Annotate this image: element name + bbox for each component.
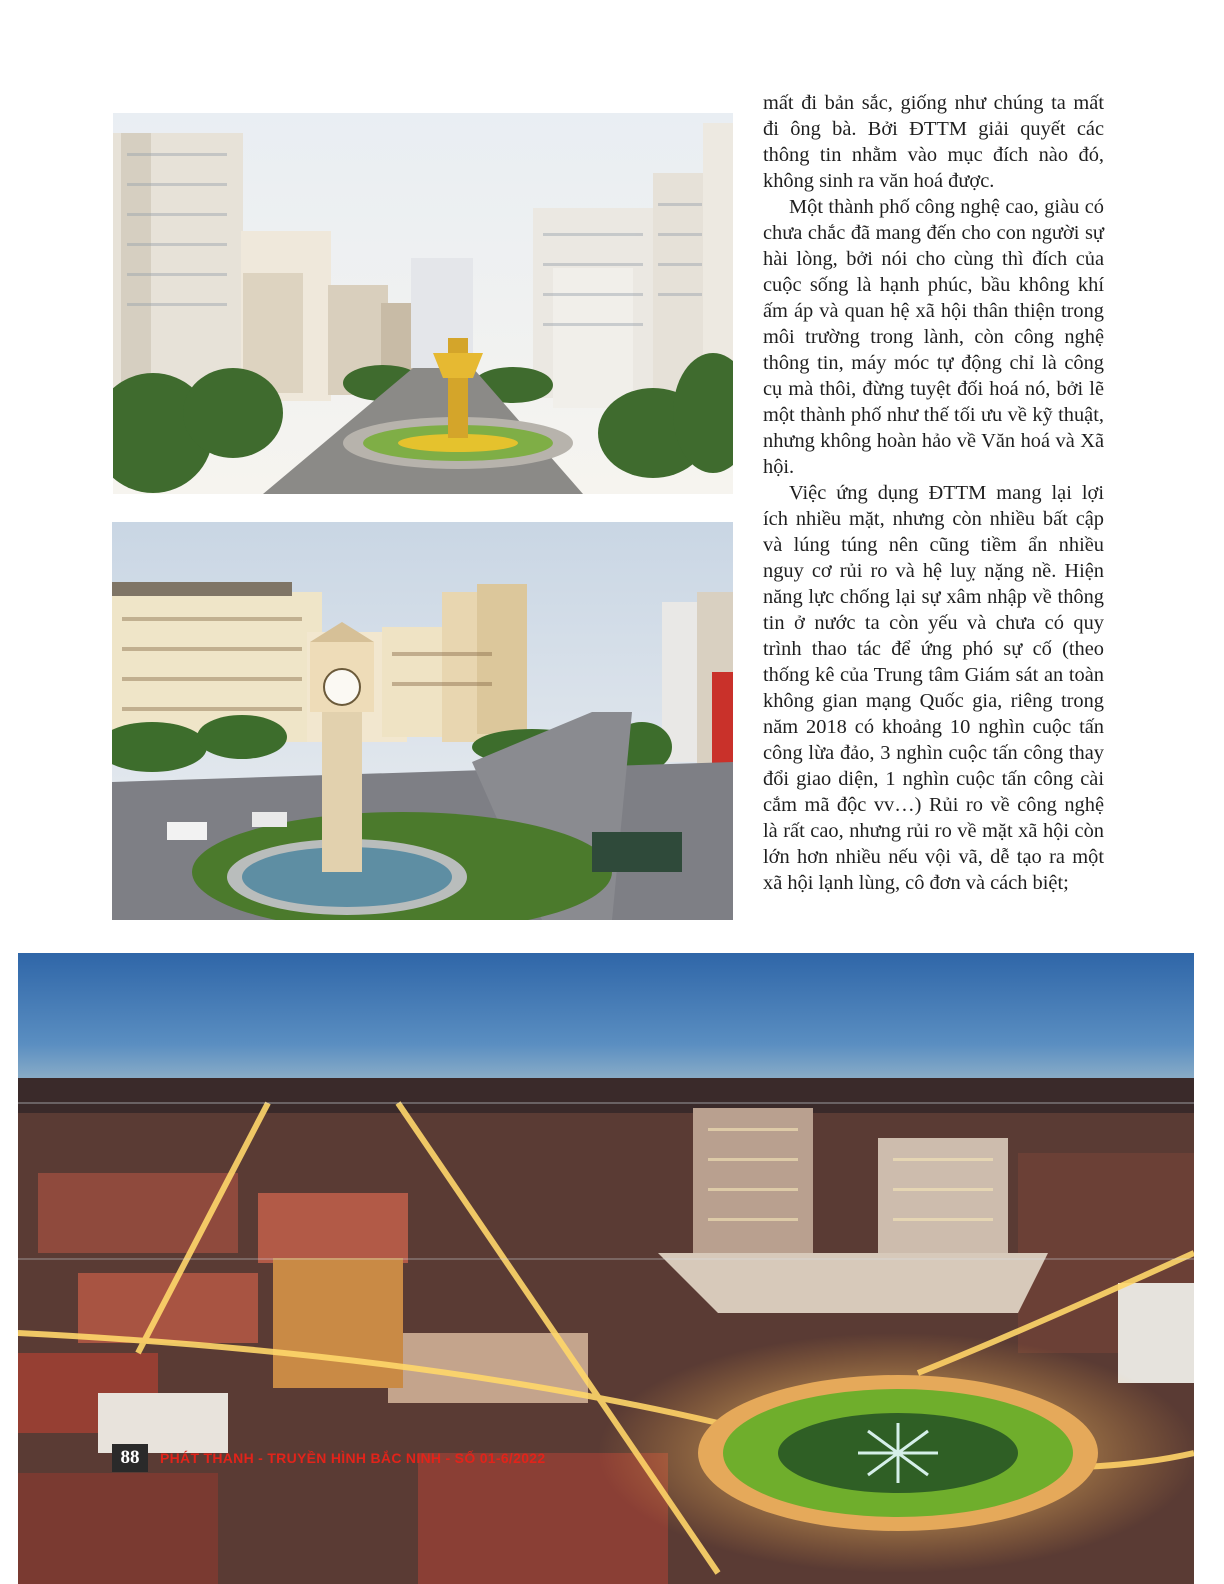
- photo-aerial-night-city: [18, 953, 1194, 1584]
- article-paragraph: mất đi bản sắc, giống như chúng ta mất đi ông bà. Bởi ĐTTM giải quyết các thông tin nhằm vào mục đích nào đó, không sinh ra văn hoá được.: [763, 92, 1104, 192]
- page-footer: [112, 1444, 545, 1472]
- photo-clock-tower: [112, 522, 733, 920]
- publication-name: PHÁT THANH - TRUYỀN HÌNH BẮC NINH - SỐ 01-6/2022: [160, 1450, 546, 1466]
- photo-city-towers: [113, 113, 733, 494]
- article-paragraph: Một thành phố công nghệ cao, giàu có chưa chắc đã mang đến cho con người sự hài lòng, bởi nói cho cùng thì đích của cuộc sống là hạnh phúc, bầu không khí ấm áp và quan hệ xã hội thân thiện trong môi trường trong lành, còn công nghệ thông tin, máy móc tự động chỉ là công cụ mà thôi, đừng tuyệt đối hoá nó, bởi lẽ một thành phố như thế tối ưu về kỹ thuật, nhưng không hoàn hảo về Văn hoá và Xã hội.: [763, 196, 1104, 478]
- article-body: [763, 90, 1104, 896]
- article-paragraph: Việc ứng dụng ĐTTM mang lại lợi ích nhiều mặt, nhưng còn nhiều bất cập và lúng túng nên cũng tiềm ẩn nhiều nguy cơ rủi ro và hệ luỵ nặng nề. Hiện năng lực chống lại sự xâm nhập về thông tin ở nước ta còn yếu và chưa có quy trình thao tác để ứng phó sự cố (theo thống kê của Trung tâm Giám sát an toàn không gian mạng Quốc gia, riêng trong năm 2018 có khoảng 10 nghìn cuộc tấn công lừa đảo, 3 nghìn cuộc tấn công thay đổi giao diện, 1 nghìn cuộc tấn công cài cắm mã độc vv…) Rủi ro về công nghệ là rất cao, nhưng rủi ro về mặt xã hội còn lớn hơn nhiều nếu vội vã, dễ tạo ra một xã hội lạnh lùng, cô đơn và cách biệt;: [763, 482, 1104, 894]
- page-number: 88: [112, 1444, 148, 1472]
